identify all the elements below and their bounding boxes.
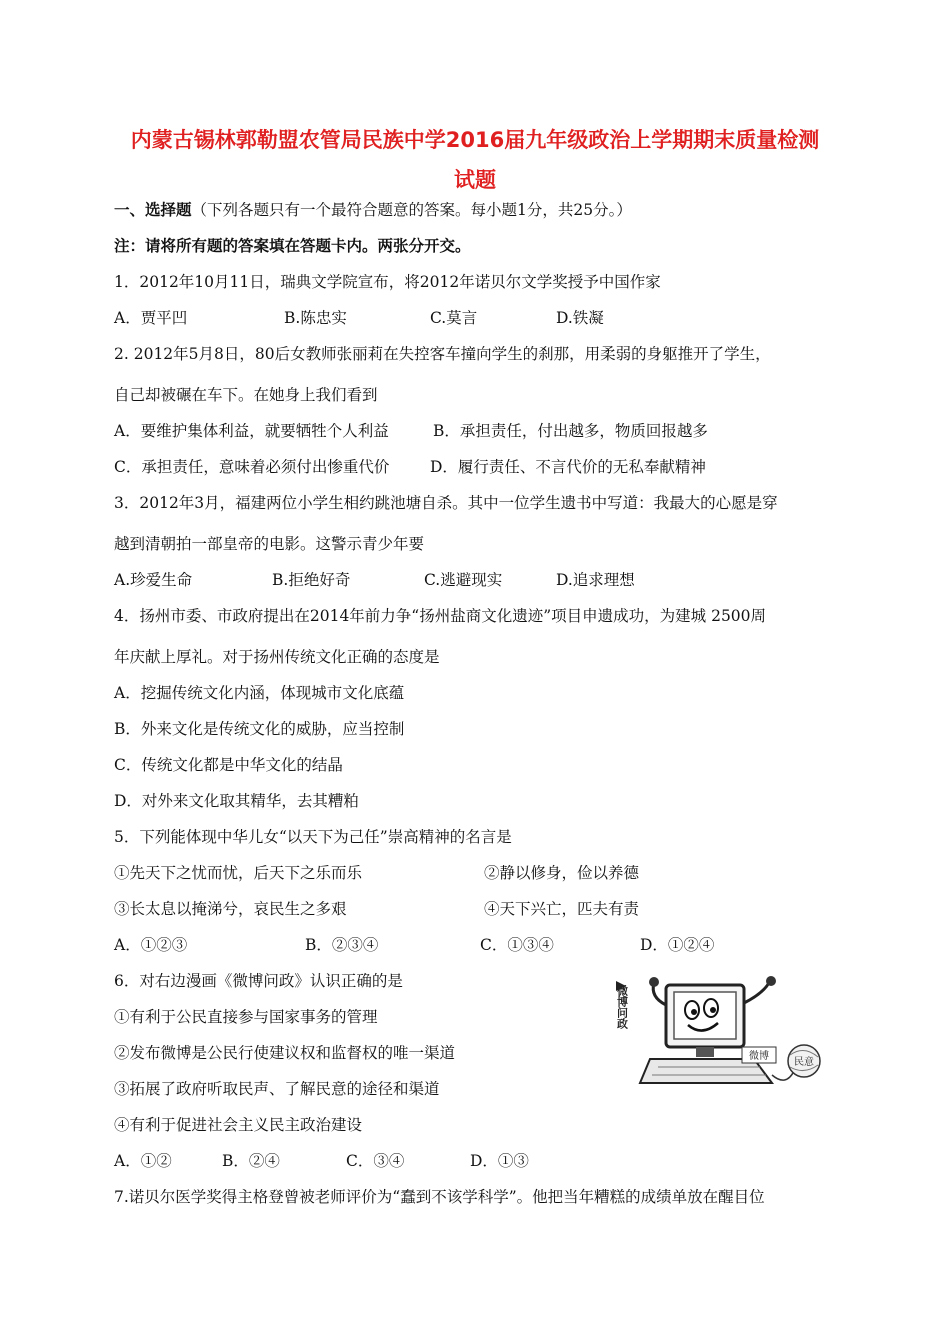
q3-option-d: D.追求理想 xyxy=(556,571,635,589)
exam-title-line2: 试题 xyxy=(454,168,496,192)
q5-option-d: D．①②④ xyxy=(640,936,715,954)
weibo-tag-label: 微博 xyxy=(749,1051,769,1062)
q4-option-c: C．传统文化都是中华文化的结晶 xyxy=(114,756,343,774)
q5-statement-4: ④天下兴亡，匹夫有责 xyxy=(484,900,640,918)
q2-option-d: D．履行责任、不言代价的无私奉献精神 xyxy=(430,458,706,476)
q2-option-a: A．要维护集体利益，就要牺牲个人利益 xyxy=(114,422,389,440)
q5-statement-1: ①先天下之忧而忧，后天下之乐而乐 xyxy=(114,864,363,882)
minyi-label: 民意 xyxy=(794,1057,814,1068)
q6-option-a: A．①② xyxy=(114,1152,172,1170)
q4-stem-line2: 年庆献上厚礼。对于扬州传统文化正确的态度是 xyxy=(114,648,440,666)
q7-stem: 7.诺贝尔医学奖得主格登曾被老师评价为“蠢到不该学科学”。他把当年糟糕的成绩单放在醒目位 xyxy=(114,1188,765,1206)
q2-option-c: C．承担责任，意味着必须付出惨重代价 xyxy=(114,458,390,476)
q6-statement-3: ③拓展了政府听取民声、了解民意的途径和渠道 xyxy=(114,1080,440,1098)
q6-option-c: C．③④ xyxy=(346,1152,405,1170)
exam-title-line1: 内蒙古锡林郭勒盟农管局民族中学2016届九年级政治上学期期末质量检测 xyxy=(130,128,820,152)
q3-stem-line2: 越到清朝拍一部皇帝的电影。这警示青少年要 xyxy=(114,535,425,553)
q5-stem: 5．下列能体现中华儿女“以天下为己任”崇高精神的名言是 xyxy=(114,828,512,846)
q1-option-c: C.莫言 xyxy=(430,309,478,327)
section-description: （下列各题只有一个最符合题意的答案。每小题1分，共25分。） xyxy=(191,201,632,219)
section-heading: 一、选择题 xyxy=(114,201,192,219)
q6-stem: 6．对右边漫画《微博问政》认识正确的是 xyxy=(114,972,403,990)
q2-option-b: B．承担责任，付出越多，物质回报越多 xyxy=(433,422,708,440)
cartoon-right-arm xyxy=(744,981,770,1003)
section-note: 注：请将所有题的答案填在答题卡内。两张分开交。 xyxy=(114,237,471,255)
q5-statement-2: ②静以修身，俭以养德 xyxy=(484,864,640,882)
q5-option-b: B．②③④ xyxy=(305,936,379,954)
q5-option-c: C．①③④ xyxy=(480,936,554,954)
cartoon-left-hand xyxy=(649,977,659,987)
q1-option-b: B.陈忠实 xyxy=(284,309,347,327)
q1-option-a: A．贾平凹 xyxy=(114,309,188,327)
q6-statement-1: ①有利于公民直接参与国家事务的管理 xyxy=(114,1008,378,1026)
q3-option-c: C.逃避现实 xyxy=(424,571,503,589)
q6-statement-2: ②发布微博是公民行使建议权和监督权的唯一渠道 xyxy=(114,1044,456,1062)
q6-statement-4: ④有利于促进社会主义民主政治建设 xyxy=(114,1116,363,1134)
q5-statement-3: ③长太息以掩涕兮，哀民生之多艰 xyxy=(114,900,347,918)
q1-option-d: D.铁凝 xyxy=(556,309,604,327)
q6-option-d: D．①③ xyxy=(470,1152,529,1170)
q2-stem-line1: 2. 2012年5月8日，80后女教师张丽莉在失控客车撞向学生的刹那，用柔弱的身躯推开了学生， xyxy=(114,345,771,363)
q6-option-b: B．②④ xyxy=(222,1152,280,1170)
cartoon-side-label: 微博问政 xyxy=(615,985,629,1029)
cartoon-right-pupil xyxy=(710,1007,716,1013)
q5-option-a: A．①②③ xyxy=(114,936,188,954)
weibo-politics-cartoon xyxy=(614,975,824,1093)
q2-stem-line2: 自己却被碾在车下。在她身上我们看到 xyxy=(114,386,378,404)
monitor-screen xyxy=(674,992,736,1039)
cartoon-right-hand xyxy=(766,976,776,986)
monitor-stand xyxy=(696,1047,714,1057)
q3-option-b: B.拒绝好奇 xyxy=(272,571,351,589)
q4-option-a: A．挖掘传统文化内涵，体现城市文化底蕴 xyxy=(114,684,405,702)
q4-stem-line1: 4．扬州市委、市政府提出在2014年前力争“扬州盐商文化遗迹”项目申遗成功，为建城 2500周 xyxy=(114,607,767,625)
q1-stem: 1．2012年10月11日，瑞典文学院宣布，将2012年诺贝尔文学奖授予中国作家 xyxy=(114,273,661,291)
cartoon-left-pupil xyxy=(691,1009,697,1015)
cartoon-cable xyxy=(772,1071,794,1080)
q3-stem-line1: 3．2012年3月，福建两位小学生相约跳池塘自杀。其中一位学生遗书中写道：我最大的心愿是穿 xyxy=(114,494,778,512)
section-heading-row xyxy=(114,200,632,220)
q4-option-b: B．外来文化是传统文化的威胁，应当控制 xyxy=(114,720,405,738)
q4-option-d: D．对外来文化取其精华，去其糟粕 xyxy=(114,792,359,810)
q3-option-a: A.珍爱生命 xyxy=(114,571,193,589)
